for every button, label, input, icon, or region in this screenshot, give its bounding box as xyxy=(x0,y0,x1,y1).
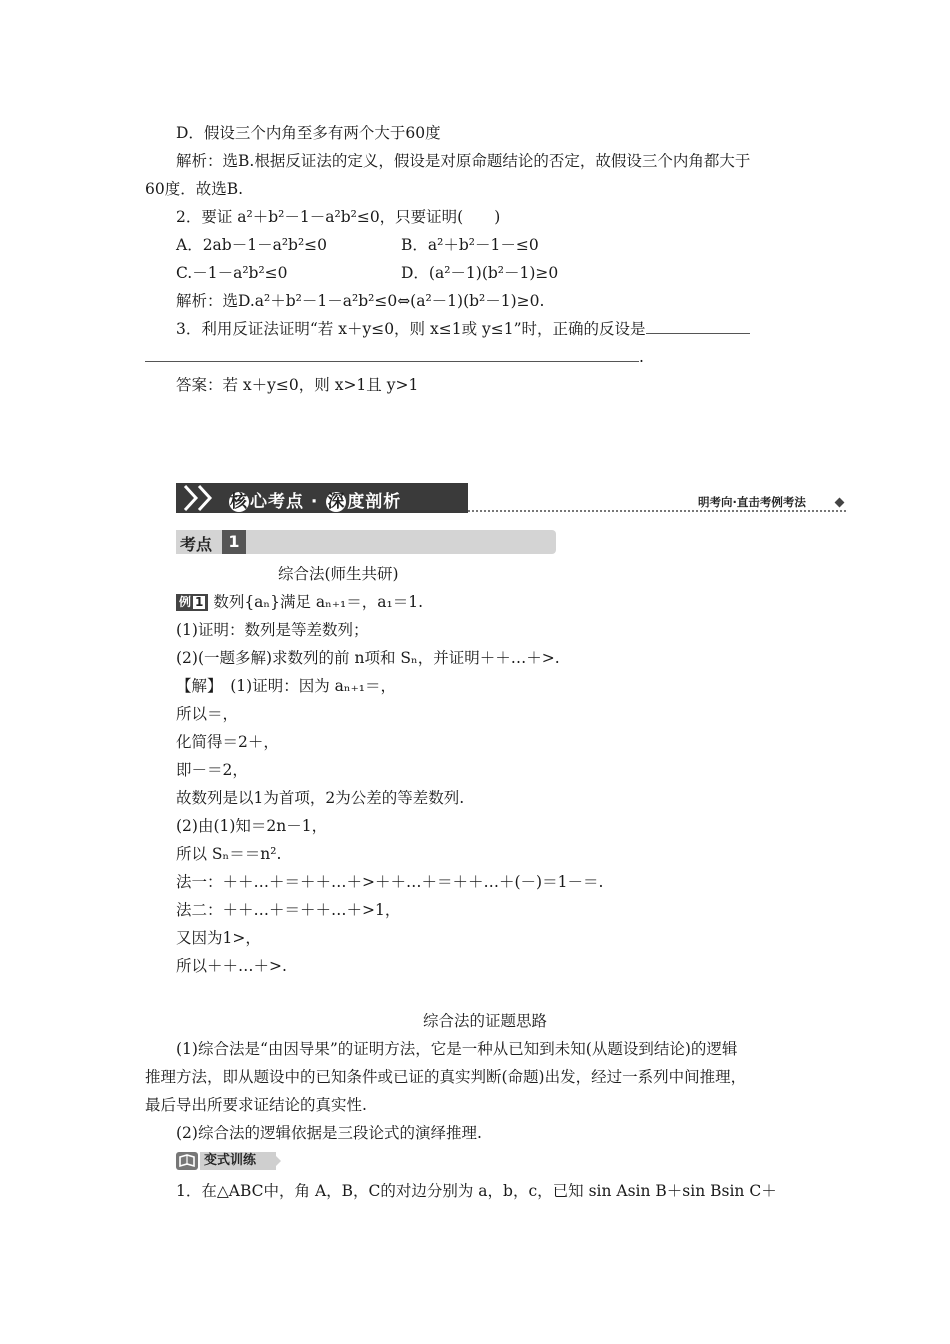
option-d2-text: D．(a²－1)(b²－1)≥0 xyxy=(401,264,559,282)
banner-title-part-2: 度剖析 xyxy=(347,492,402,512)
question-2-stem: 2．要证 a²＋b²－1－a²b²≤0，只要证明( ) xyxy=(176,208,501,226)
practice-question-1: 1．在△ABC中，角 A，B，C的对边分别为 a，b，c，已知 sin Asin B＋sin Bsin C＋ xyxy=(176,1182,777,1200)
question-3-stem xyxy=(176,319,750,339)
option-b-text: B．a²＋b²－1－≤0 xyxy=(401,236,539,254)
solution-line-5: (2)由(1)知＝2n－1， xyxy=(176,817,328,835)
banner-circle-char-2: 深 xyxy=(327,492,346,512)
solution-line-6: 所以 Sₙ＝＝n². xyxy=(176,845,282,863)
analysis-q2: 解析：选D.a²＋b²－1－a²b²≤0⇔(a²－1)(b²－1)≥0. xyxy=(176,292,545,310)
kaodian-number: 1 xyxy=(222,530,246,554)
answer-q3: 答案：若 x＋y≤0，则 x>1且 y>1 xyxy=(176,376,419,394)
example-heading: 综合法(师生共研) xyxy=(278,565,399,583)
diamond-icon xyxy=(835,498,845,508)
example-part-2: (2)(一题多解)求数列的前 n项和 Sₙ，并证明＋＋…＋>. xyxy=(176,649,560,667)
answer-blank-1 xyxy=(646,319,750,334)
practice-badge xyxy=(176,1151,280,1171)
option-c-text: C.－1－a²b²≤0 xyxy=(176,264,288,282)
solution-line-4: 故数列是以1为首项，2为公差的等差数列. xyxy=(176,789,465,807)
option-a-text: A．2ab－1－a²b²≤0 xyxy=(176,236,328,254)
example-part-1: (1)证明：数列是等差数列； xyxy=(176,621,369,639)
solution-line-9: 又因为1>， xyxy=(176,929,261,947)
method-para-1-line-2: 推理方法，即从题设中的已知条件或已证的真实判断(命题)出发，经过一系列中间推理， xyxy=(145,1068,747,1086)
analysis-line-1: 解析：选B.根据反证法的定义，假设是对原命题结论的否定，故假设三个内角都大于 xyxy=(176,152,751,170)
solution-line-10: 所以＋＋…＋>. xyxy=(176,957,287,975)
banner-separator-dot: · xyxy=(310,492,319,512)
analysis-line-2: 60度．故选B. xyxy=(145,180,244,198)
question-3-text: 3．利用反证法证明“若 x＋y≤0，则 x≤1或 y≤1”时，正确的反设是 xyxy=(176,320,646,338)
practice-label: 变式训练 xyxy=(200,1152,276,1170)
banner-dotted-rule xyxy=(468,510,846,512)
book-icon xyxy=(176,1152,198,1170)
solution-line-3: 即－＝2， xyxy=(176,761,248,779)
banner-circle-char-1: 核 xyxy=(230,492,248,512)
example-question xyxy=(176,592,423,612)
solution-line-7: 法一：＋＋…＋＝＋＋…＋>＋＋…＋＝＋＋…＋(－)＝1－＝. xyxy=(176,873,604,891)
example-badge xyxy=(176,594,208,611)
solution-line-0: 【解】 (1)证明：因为 aₙ₊₁＝， xyxy=(176,677,396,695)
practice-label-arrow xyxy=(272,1152,281,1170)
example-badge-label: 例 xyxy=(179,595,192,609)
method-para-1-line-3: 最后导出所要求证结论的真实性. xyxy=(145,1096,367,1114)
question-3-period: . xyxy=(639,348,644,366)
option-d-text: D．假设三个内角至多有两个大于60度 xyxy=(176,124,441,142)
example-badge-number: 1 xyxy=(195,595,204,609)
banner-title-part-1: 心考点 xyxy=(250,492,304,512)
solution-line-1: 所以＝， xyxy=(176,705,239,723)
section-banner xyxy=(176,483,468,513)
method-para-1-line-1: (1)综合法是“由因导果”的证明方法，它是一种从已知到未知(从题设到结论)的逻辑 xyxy=(176,1040,738,1058)
solution-line-2: 化简得＝2＋， xyxy=(176,733,279,751)
question-3-continuation xyxy=(145,347,644,367)
answer-blank-2 xyxy=(145,347,639,362)
solution-line-8: 法二：＋＋…＋＝＋＋…＋>1， xyxy=(176,901,401,919)
kaodian-header xyxy=(176,530,556,554)
method-para-2: (2)综合法的逻辑依据是三段论式的演绎推理. xyxy=(176,1124,482,1142)
chevron-right-icon xyxy=(196,483,214,513)
kaodian-label: 考点 xyxy=(180,535,213,554)
example-question-text: 数列{aₙ}满足 aₙ₊₁＝，a₁＝1. xyxy=(213,593,423,611)
method-title: 综合法的证题思路 xyxy=(423,1012,548,1030)
banner-side-caption: 明考向·直击考例考法 xyxy=(698,495,806,509)
banner-title xyxy=(228,487,401,512)
